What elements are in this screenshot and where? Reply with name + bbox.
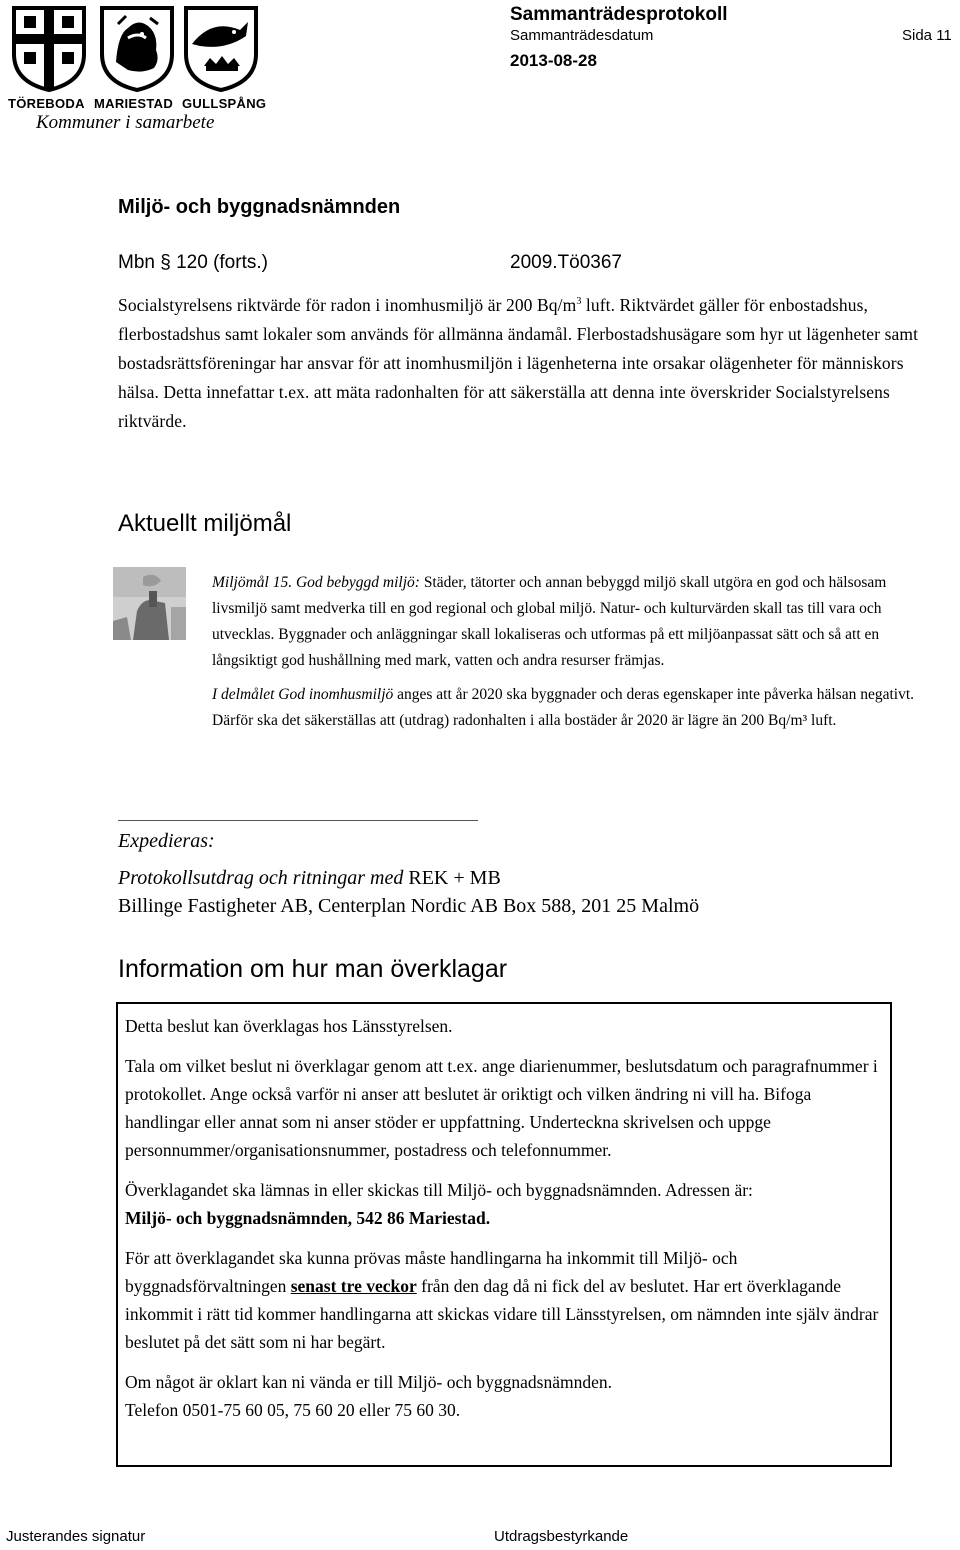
environmental-goal-image xyxy=(113,567,186,640)
goal-description: Städer, tätorter och annan bebyggd miljö skall utgöra en god och hälsosam livsmiljö samt medverka till en god regional och global miljö. Natur- och kulturvärden skall tas till vara och utvecklas. Byggnader och anläggningar skall lokaliseras och utformas på ett miljöanpassat sätt och så att en långsiktigt god hushållning med mark, vatten och andra resurser främjas. xyxy=(212,574,887,669)
subgoal-intro: I delmålet God inomhusmiljö xyxy=(212,686,394,703)
document-title: Sammanträdesprotokoll xyxy=(510,4,728,25)
logo-town-toreboda: TÖREBODA xyxy=(8,96,85,111)
separator-line xyxy=(118,820,478,821)
appeal-deadline: senast tre veckor xyxy=(290,1276,417,1296)
goal-intro: Miljömål 15. God bebyggd miljö: xyxy=(212,574,420,591)
toreboda-shield-icon xyxy=(10,4,88,92)
footer-extract-label: Utdragsbestyrkande xyxy=(494,1528,629,1545)
distribution-line-1-italic: Protokollsutdrag och ritningar med xyxy=(118,867,404,889)
committee-name: Miljö- och byggnadsnämnden xyxy=(118,196,401,218)
distribution-line-1 xyxy=(118,867,501,890)
superscript-3: 3 xyxy=(576,296,582,307)
distribution-line-1-rest: REK + MB xyxy=(403,867,501,889)
body-text-part2: luft. Riktvärdet gäller för enbostadshus, flerbostadshus samt lokaler som används för allmänna ändamål. Flerbostadshusägare som hyr ut lägenheter samt bostadsrättsföreningar har ansvar för att inomhusmiljön i lägenheterna inte orsakar olägenheter för människors hälsa. Detta innefattar t.ex. att mäta radonhalten för att säkerställa att denna inte överskrider Socialstyrelsens riktvärde. xyxy=(118,294,919,431)
appeal-paragraph-4-c: från den dag då ni fick del av beslutet. Har ert överklagande inkommit i rätt tid kommer handlingarna att skickas vidare till Länsstyrelsen, om nämnden inte själv ändrar beslutet på det sätt som ni har begärt. xyxy=(125,1276,879,1352)
appeal-paragraph-1: Detta beslut kan överklagas hos Länsstyrelsen. xyxy=(125,1016,453,1036)
appeal-paragraph-4-a: För att överklagandet ska kunna prövas måste handlingarna ha inkommit till Miljö- och byggnadsförvaltningen xyxy=(125,1248,738,1296)
appeal-paragraph-3-text: Överklagandet ska lämnas in eller skickas till Miljö- och byggnadsnämnden. Adressen är: xyxy=(125,1180,753,1200)
distribution-line-2: Billinge Fastigheter AB, Centerplan Nordic AB Box 588, 201 25 Malmö xyxy=(118,895,700,917)
environmental-goal-text xyxy=(212,570,932,734)
appeal-paragraph-2: Tala om vilket beslut ni överklagar genom att t.ex. ange diarienummer, beslutsdatum och paragrafnummer i protokollet. Ange också varför ni anser att beslutet är oriktigt och vilken ändring ni vill ha. Bifoga handlingar eller annat som ni anser stöder er uppfattning. Underteckna skrivelsen och uppge personnummer/organisationsnummer, postadress och telefonnummer. xyxy=(125,1056,878,1160)
paragraph-reference: Mbn § 120 (forts.) xyxy=(118,252,268,273)
appeal-paragraph-3 xyxy=(125,1176,885,1232)
body-text-part1: Socialstyrelsens riktvärde för radon i inomhusmiljö är 200 Bq/m xyxy=(118,294,577,315)
subgoal-description: anges att år 2020 ska byggnader och deras egenskaper inte påverka hälsan negativt. Därför ska det säkerställas att (utdrag) radonhalten i alla bostäder år 2020 är lägre än 200 Bq/m³ luft. xyxy=(212,686,915,729)
meeting-date: 2013-08-28 xyxy=(510,51,597,70)
appeal-paragraph-5 xyxy=(125,1368,885,1424)
page-number: Sida 11 xyxy=(902,27,952,44)
appeal-paragraph-4 xyxy=(125,1244,885,1356)
appeal-address: Miljö- och byggnadsnämnden, 542 86 Mariestad. xyxy=(125,1208,491,1228)
appeal-phone: Telefon 0501-75 60 05, 75 60 20 eller 75 60 30. xyxy=(125,1400,461,1420)
radon-guideline-paragraph xyxy=(118,287,948,436)
logo-tagline: Kommuner i samarbete xyxy=(36,112,215,133)
appeal-contact-text: Om något är oklart kan ni vända er till Miljö- och byggnadsnämnden. xyxy=(125,1372,612,1392)
appeal-info-text xyxy=(125,1012,885,1424)
environmental-goal-heading: Aktuellt miljömål xyxy=(118,510,292,537)
distribution-label: Expedieras: xyxy=(118,830,215,852)
municipal-logo xyxy=(6,4,267,133)
meeting-date-label: Sammanträdesdatum xyxy=(510,27,654,44)
footer-signature-label: Justerandes signatur xyxy=(6,1528,146,1545)
logo-town-mariestad: MARIESTAD xyxy=(94,96,174,111)
gullspang-shield-icon xyxy=(182,4,260,92)
case-number: 2009.Tö0367 xyxy=(510,252,622,273)
mariestad-shield-icon xyxy=(98,4,176,92)
logo-town-gullspang: GULLSPÅNG xyxy=(182,96,267,111)
appeal-info-heading: Information om hur man överklagar xyxy=(118,955,508,983)
